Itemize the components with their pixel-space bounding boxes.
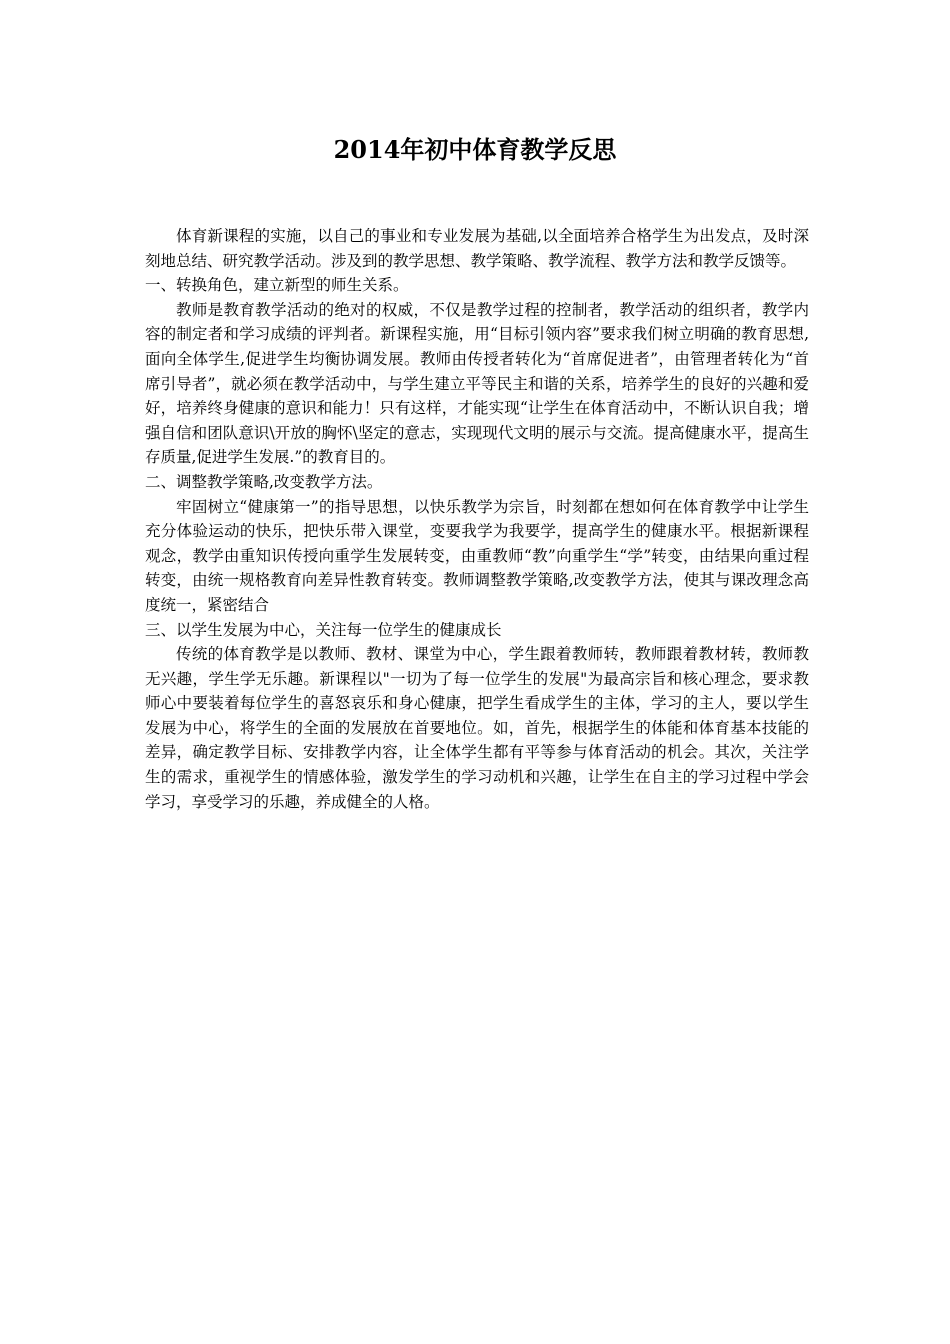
section-paragraph: 牢固树立“健康第一”的指导思想，以快乐教学为宗旨，时刻都在想如何在体育教学中让学生充分体验运动的快乐，把快乐带入课堂，变要我学为我要学，提高学生的健康水平。根据新课程观念，教学由重知识传授向重学生发展转变，由重教师“教”向重学生“学”转变，由结果向重过程转变，由统一规格教育向差异性教育转变。教师调整教学策略,改变教学方法，使其与课改理念高度统一，紧密结合: [145, 497, 809, 614]
section-heading: 二、调整教学策略,改变教学方法。: [145, 472, 383, 491]
section-paragraph: 传统的体育教学是以教师、教材、课堂为中心，学生跟着教师转，教师跟着教材转，教师教无兴趣，学生学无乐趣。新课程以"一切为了每一位学生的发展"为最高宗旨和核心理念，要求教师心中要装着每位学生的喜怒哀乐和身心健康，把学生看成学生的主体，学习的主人，要以学生发展为中心，将学生的全面的发展放在首要地位。如，首先，根据学生的体能和体育基本技能的差异，确定教学目标、安排教学内容，让全体学生都有平等参与体育活动的机会。其次，关注学生的需求，重视学生的情感体验，激发学生的学习动机和兴趣，让学生在自主的学习过程中学会学习，享受学习的乐趣，养成健全的人格。: [145, 645, 809, 811]
intro-paragraph: 体育新课程的实施，以自己的事业和专业发展为基础,以全面培养合格学生为出发点，及时深刻地总结、研究教学活动。涉及到的教学思想、教学策略、教学流程、教学方法和教学反馈等。: [145, 227, 809, 270]
section-heading: 一、转换角色，建立新型的师生关系。: [145, 276, 409, 295]
document-title: 2014年初中体育教学反思: [333, 135, 617, 164]
section-paragraph: 教师是教育教学活动的绝对的权威，不仅是教学过程的控制者，教学活动的组织者，教学内容的制定者和学习成绩的评判者。新课程实施，用“目标引领内容”要求我们树立明确的教育思想,面向全体学生,促进学生均衡协调发展。教师由传授者转化为“首席促进者”，由管理者转化为“首席引导者”，就必须在教学活动中，与学生建立平等民主和谐的关系，培养学生的良好的兴趣和爱好，培养终身健康的意识和能力！只有这样，才能实现“让学生在体育活动中，不断认识自我；增强自信和团队意识\开放的胸怀\坚定的意志，实现现代文明的展示与交流。提高健康水平，提高生存质量,促进学生发展.”的教育目的。: [145, 300, 809, 467]
document-body: [145, 224, 809, 814]
section-heading: 三、以学生发展为中心，关注每一位学生的健康成长: [145, 620, 502, 639]
